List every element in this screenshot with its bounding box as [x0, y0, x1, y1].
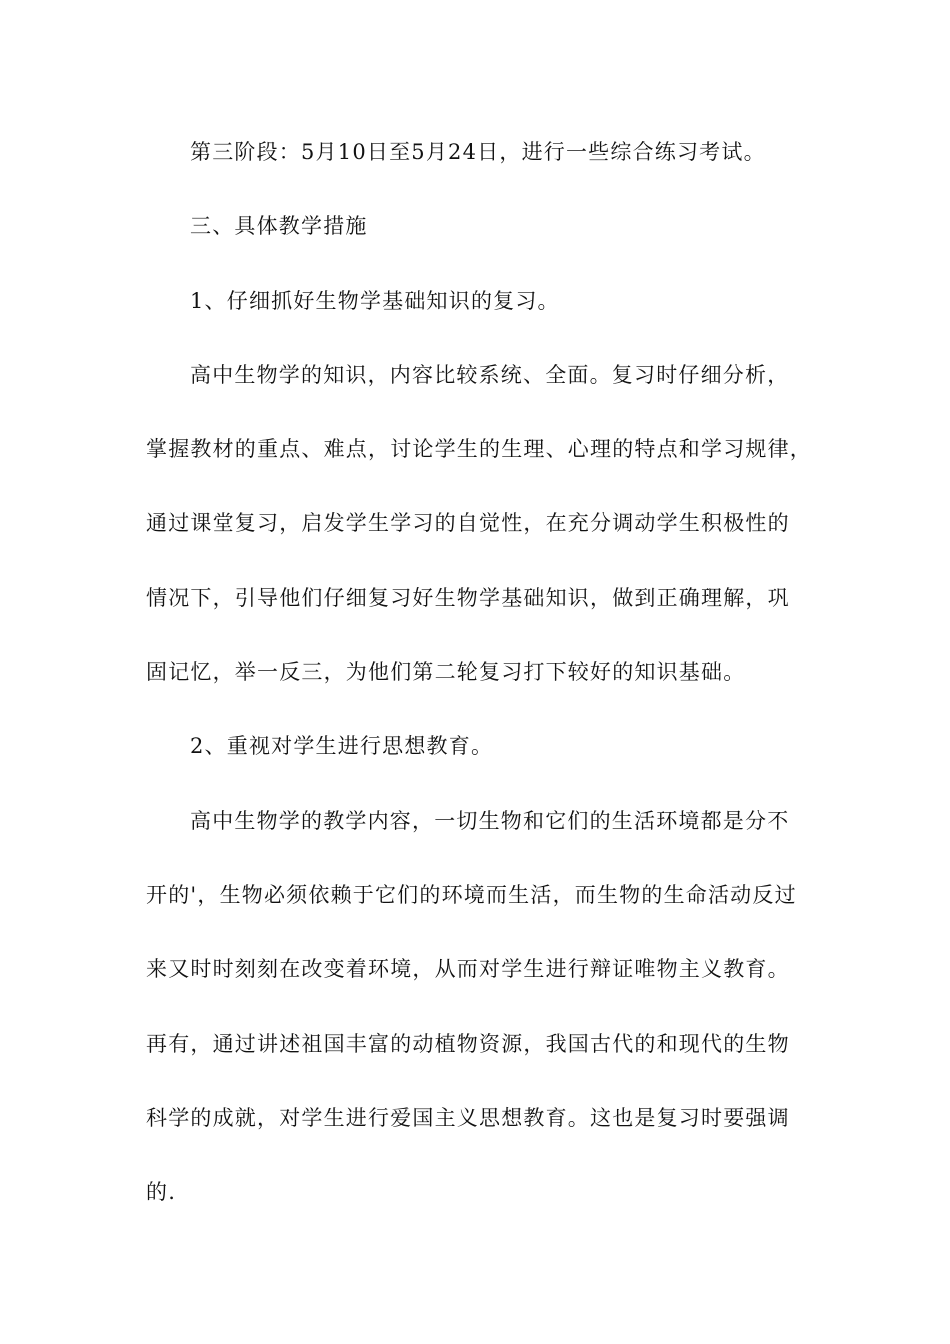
section-heading-teaching-measures: 三、具体教学措施: [190, 214, 368, 239]
paragraph-line: 固记忆，举一反三，为他们第二轮复习打下较好的知识基础。: [146, 660, 746, 685]
paragraph-line: 高中生物学的教学内容，一切生物和它们的生活环境都是分不: [190, 808, 790, 833]
paragraph-line: 来又时时刻刻在改变着环境，从而对学生进行辩证唯物主义教育。: [146, 957, 790, 982]
paragraph-stage-three: 第三阶段：5月10日至5月24日，进行一些综合练习考试。: [190, 140, 766, 164]
paragraph-line: 情况下，引导他们仔细复习好生物学基础知识，做到正确理解，巩: [146, 585, 790, 610]
paragraph-line: 再有，通过讲述祖国丰富的动植物资源，我国古代的和现代的生物: [146, 1031, 790, 1056]
paragraph-line: 开的'，生物必须依赖于它们的环境而生活，而生物的生命活动反过: [146, 882, 797, 907]
subheading-ideological-education: 2、重视对学生进行思想教育。: [190, 734, 494, 759]
document-body: [146, 128, 812, 1242]
subheading-basic-knowledge: 1、仔细抓好生物学基础知识的复习。: [190, 288, 560, 313]
paragraph-line: 通过课堂复习，启发学生学习的自觉性，在充分调动学生积极性的: [146, 511, 790, 536]
paragraph-line: 高中生物学的知识，内容比较系统、全面。复习时仔细分析，: [190, 362, 790, 387]
paragraph-line: 的.: [146, 1180, 177, 1205]
paragraph-line: 掌握教材的重点、难点，讨论学生的生理、心理的特点和学习规律，: [146, 437, 812, 462]
paragraph-line: 科学的成就，对学生进行爱国主义思想教育。这也是复习时要强调: [146, 1105, 790, 1130]
